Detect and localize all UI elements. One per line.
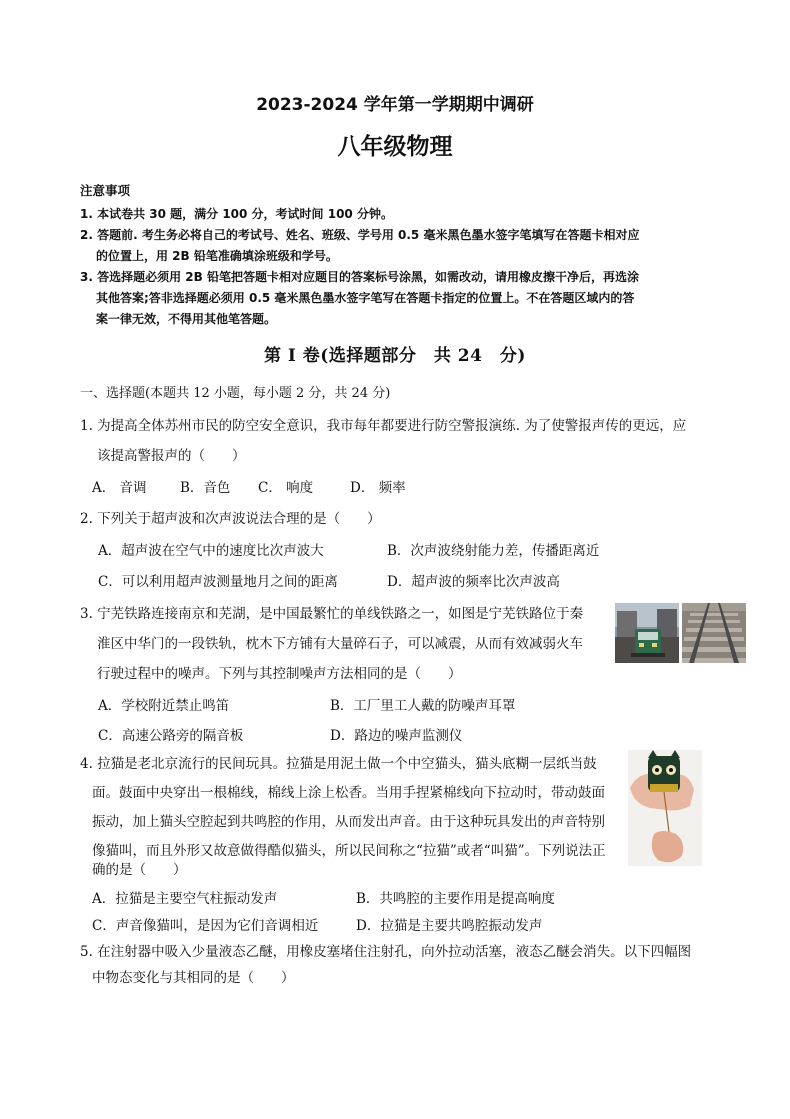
train-station-photo [615, 603, 679, 663]
q5-stem: 5. 在注射器中吸入少量液态乙醚，用橡皮塞堵住注射孔，向外拉动活塞，液态乙醚会消失。以下四幅图 [80, 944, 692, 960]
q4-stem-cont4: 确的是（ ） [92, 862, 187, 878]
q2-option-c: C．可以利用超声波测量地月之间的距离 [98, 574, 338, 590]
notice-list [80, 204, 720, 330]
q3-stem-cont2: 行驶过程中的噪声。下列与其控制噪声方法相同的是（ ） [97, 666, 462, 682]
q5-stem-cont: 中物态变化与其相同的是（ ） [92, 970, 295, 986]
q1-option-b: B．音色 [180, 480, 231, 496]
q4-option-c: C．声音像猫叫，是因为它们音调相近 [92, 918, 319, 934]
notice-item-2: 2. 答题前. 考生务必将自己的考试号、姓名、班级、学号用 0.5 毫米黑色墨水签字笔填写在答题卡相对应 [80, 228, 640, 242]
part-intro: 一、选择题(本题共 12 小题，每小题 2 分，共 24 分) [80, 386, 391, 401]
subject-title: 八年级物理 [337, 134, 453, 160]
notice-heading: 注意事项 [80, 183, 131, 198]
q4-option-b: B．共鸣腔的主要作用是提高响度 [356, 891, 555, 907]
q3-option-b: B．工厂里工人戴的防噪声耳罩 [330, 698, 516, 714]
pull-cat-toy-photo [628, 750, 702, 866]
notice-item-1: 1. 本试卷共 30 题，满分 100 分，考试时间 100 分钟。 [80, 207, 393, 221]
q2-stem: 2. 下列关于超声波和次声波说法合理的是（ ） [80, 511, 381, 527]
q4-option-d: D．拉猫是主要共鸣腔振动发声 [356, 918, 543, 934]
q2-option-d: D．超声波的频率比次声波高 [387, 574, 560, 590]
q3-option-a: A．学校附近禁止鸣笛 [98, 698, 230, 714]
section-title: 第 I 卷(选择题部分 共 24 分) [264, 346, 526, 366]
q2-option-a: A．超声波在空气中的速度比次声波大 [98, 543, 324, 559]
q3-option-d: D．路边的噪声监测仪 [330, 728, 463, 744]
q4-option-a: A．拉猫是主要空气柱振动发声 [92, 891, 278, 907]
q4-stem-cont: 面。鼓面中央穿出一根棉线，棉线上涂上松香。当用手捏紧棉线向下拉动时，带动鼓面 [92, 785, 605, 801]
railway-track-photo [682, 603, 746, 663]
q3-stem: 3. 宁芜铁路连接南京和芜湖，是中国最繁忙的单线铁路之一，如图是宁芜铁路位于秦 [80, 606, 584, 622]
q3-stem-cont: 淮区中华门的一段铁轨，枕木下方铺有大量碎石子，可以减震，从而有效减弱火车 [97, 636, 583, 652]
q4-stem-cont3: 像猫叫，而且外形又故意做得酷似猫头，所以民间称之“拉猫”或者“叫猫”。下列说法正 [92, 843, 606, 859]
q1-option-a: A． 音调 [92, 480, 147, 496]
q2-option-b: B．次声波绕射能力差，传播距离近 [387, 543, 600, 559]
exam-title: 2023-2024 学年第一学期期中调研 [256, 95, 534, 115]
q1-option-d: D． 频率 [350, 480, 406, 496]
q4-stem-cont2: 振动，加上猫头空腔起到共鸣腔的作用，从而发出声音。由于这种玩具发出的声音特别 [92, 814, 605, 830]
q1-stem-cont: 该提高警报声的（ ） [97, 448, 246, 464]
notice-item-3: 3. 答选择题必须用 2B 铅笔把答题卡相对应题目的答案标号涂黑，如需改动，请用橡皮擦干净后，再选涂 [80, 270, 639, 284]
q1-option-c: C． 响度 [258, 480, 314, 496]
notice-item-2-cont: 的位置上，用 2B 铅笔准确填涂班级和学号。 [96, 249, 338, 263]
notice-item-3-cont2: 案一律无效，不得用其他笔答题。 [96, 312, 277, 326]
q4-stem: 4. 拉猫是老北京流行的民间玩具。拉猫是用泥土做一个中空猫头，猫头底糊一层纸当鼓 [80, 756, 597, 772]
q1-stem: 1. 为提高全体苏州市民的防空安全意识，我市每年都要进行防空警报演练. 为了使警报声传的更远，应 [80, 418, 687, 434]
q3-option-c: C．高速公路旁的隔音板 [98, 728, 244, 744]
notice-item-3-cont: 其他答案;答非选择题必须用 0.5 毫米黑色墨水签字笔写在答题卡指定的位置上。不在答题区域内的答 [96, 291, 635, 305]
